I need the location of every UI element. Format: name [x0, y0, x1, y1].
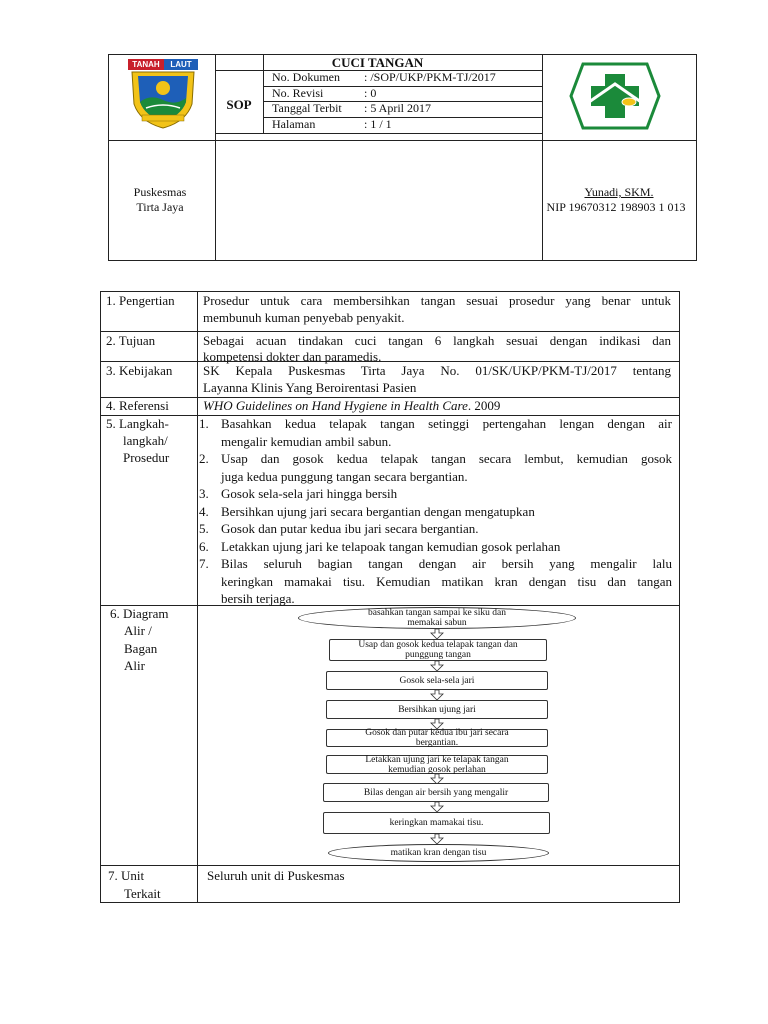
- signer-nip: NIP 19670312 198903 1 013: [546, 200, 686, 214]
- step-item: [199, 538, 672, 556]
- referensi-label: 4. Referensi: [106, 398, 169, 413]
- logo-label-left: TANAH: [128, 59, 164, 70]
- step-text: bersih terjaga.: [221, 591, 295, 606]
- step-item: [199, 415, 672, 450]
- flow-process-node: [326, 729, 548, 747]
- prosedur-steps: [199, 415, 672, 608]
- flow-node-text: Letakkan ujung jari ke telapak tangan: [365, 754, 509, 765]
- diagram-label-1: 6. Diagram: [110, 606, 169, 621]
- logo-label-right: LAUT: [164, 59, 198, 70]
- flow-node-text: basahkan tangan sampai ke siku dan: [368, 608, 506, 618]
- referensi-year: . 2009: [467, 398, 501, 413]
- step-text: Bilas seluruh bagian tangan dengan air bersih yang mengalir lalu: [221, 556, 672, 571]
- prosedur-label-1: 5. Langkah-: [106, 416, 169, 431]
- unit-label-1: 7. Unit: [108, 868, 145, 883]
- table-divider: [197, 292, 198, 903]
- meta-value-revisi: : 0: [364, 86, 377, 100]
- tujuan-text-2: kompetensi dokter dan paramedis.: [203, 349, 382, 364]
- flow-node-text: keringkan mamakai tisu.: [389, 818, 484, 828]
- step-item: [199, 555, 672, 608]
- diagram-label-2: Alir /: [124, 623, 152, 638]
- step-number: 2.: [199, 451, 209, 466]
- flow-arrow: [430, 690, 444, 700]
- meta-label-revisi: No. Revisi: [272, 86, 324, 100]
- step-text: juga kedua punggung tangan secara bergantian.: [221, 468, 468, 484]
- flow-process-node: [329, 639, 547, 661]
- step-text: Bersihkan ujung jari secara bergantian dengan mengatupkan: [221, 503, 535, 519]
- puskesmas-logo: [569, 62, 661, 130]
- sop-label: SOP: [226, 97, 252, 112]
- org-name-line1: Puskesmas: [133, 185, 187, 199]
- step-number: 5.: [199, 521, 209, 536]
- prosedur-label-2: langkah/: [123, 433, 168, 448]
- pengertian-text-1: Prosedur untuk cara membersihkan tangan sesuai prosedur yang benar untuk: [203, 293, 671, 308]
- step-item: [199, 485, 672, 503]
- flow-node-text: kemudian gosok perlahan: [388, 764, 486, 775]
- flow-process-node: [323, 812, 550, 834]
- step-text: Gosok sela-sela jari hingga bersih: [221, 486, 398, 501]
- flow-arrow: [430, 629, 444, 639]
- tujuan-label: 2. Tujuan: [106, 333, 156, 348]
- flow-node-text: Bersihkan ujung jari: [398, 704, 476, 715]
- flow-arrow: [430, 802, 444, 812]
- step-text: Usap dan gosok kedua telapak tangan secara lembut, kemudian gosok: [221, 451, 672, 466]
- flow-node-text: Bilas dengan air bersih yang mengalir: [363, 787, 509, 798]
- unit-label-2: Terkait: [124, 886, 161, 901]
- header-divider: [542, 55, 543, 261]
- step-number: 7.: [199, 556, 209, 571]
- kebijakan-text-1: SK Kepala Puskesmas Tirta Jaya No. 01/SK/UKP/PKM-TJ/2017 tentang: [203, 363, 671, 378]
- flow-arrow: [430, 661, 444, 671]
- tujuan-text-1: Sebagai acuan tindakan cuci tangan 6 langkah sesuai dengan indikasi dan: [203, 333, 671, 348]
- flow-node-text: Gosok dan putar kedua ibu jari secara: [365, 728, 509, 738]
- step-number: 6.: [199, 538, 209, 554]
- header-divider: [215, 133, 542, 134]
- diagram-label-3: Bagan: [124, 641, 158, 656]
- pengertian-label: 1. Pengertian: [106, 293, 175, 308]
- meta-label-dokumen: No. Dokumen: [272, 70, 340, 84]
- kebijakan-label: 3. Kebijakan: [106, 363, 173, 378]
- flow-arrow: [430, 834, 444, 844]
- step-number: 3.: [199, 486, 209, 501]
- flow-node-text: Gosok sela-sela jari: [399, 675, 475, 686]
- diagram-label-4: Alir: [124, 658, 145, 673]
- referensi-text: [203, 397, 671, 415]
- flow-start-node: [298, 607, 576, 629]
- step-number: 1.: [199, 416, 209, 431]
- pengertian-text-2: membunuh kuman penyebab penyakit.: [203, 310, 405, 325]
- flow-node-text: memakai sabun: [407, 618, 467, 628]
- meta-label-halaman: Halaman: [272, 117, 316, 131]
- step-text: keringkan mamakai tisu. Kemudian matikan kran dengan tisu dan tangan: [221, 573, 672, 589]
- org-name-line2: Tirta Jaya: [136, 200, 184, 214]
- meta-label-tanggal: Tanggal Terbit: [272, 101, 342, 115]
- flow-node-text: punggung tangan: [405, 650, 471, 660]
- header-divider: [215, 55, 216, 261]
- flow-process-node: [326, 671, 548, 690]
- document-title: CUCI TANGAN: [331, 55, 424, 70]
- step-item: [199, 520, 672, 538]
- unit-text: Seluruh unit di Puskesmas: [207, 868, 345, 883]
- flow-process-node: [323, 783, 549, 802]
- flow-node-text: Usap dan gosok kedua telapak tangan dan: [358, 640, 518, 650]
- header-divider: [109, 140, 697, 141]
- referensi-title: WHO Guidelines on Hand Hygiene in Health Care: [203, 398, 468, 413]
- step-text: mengalir kemudian ambil sabun.: [221, 433, 392, 449]
- signer-name: Yunadi, SKM.: [584, 185, 654, 199]
- step-number: 4.: [199, 503, 209, 519]
- meta-value-tanggal: : 5 April 2017: [364, 101, 432, 115]
- step-text: Gosok dan putar kedua ibu jari secara bergantian.: [221, 521, 479, 536]
- step-text: Basahkan kedua telapak tangan setinggi pertengahan lengan dengan air: [221, 416, 672, 431]
- flow-process-node: [326, 700, 548, 719]
- prosedur-label-3: Prosedur: [123, 450, 170, 465]
- step-text: Letakkan ujung jari ke telapoak tangan kemudian gosok perlahan: [221, 538, 561, 554]
- step-item: [199, 503, 672, 521]
- flow-end-node: [328, 844, 549, 862]
- kebijakan-text-2: Layanna Klinis Yang Beroirentasi Pasien: [203, 380, 417, 395]
- flow-node-text: bergantian.: [415, 738, 459, 748]
- flow-process-node: [326, 755, 548, 774]
- step-item: [199, 450, 672, 485]
- meta-value-halaman: : 1 / 1: [364, 117, 392, 131]
- meta-value-dokumen: : /SOP/UKP/PKM-TJ/2017: [364, 70, 496, 84]
- table-row-divider: [101, 865, 680, 866]
- flow-node-text: matikan kran dengan tisu: [390, 848, 487, 858]
